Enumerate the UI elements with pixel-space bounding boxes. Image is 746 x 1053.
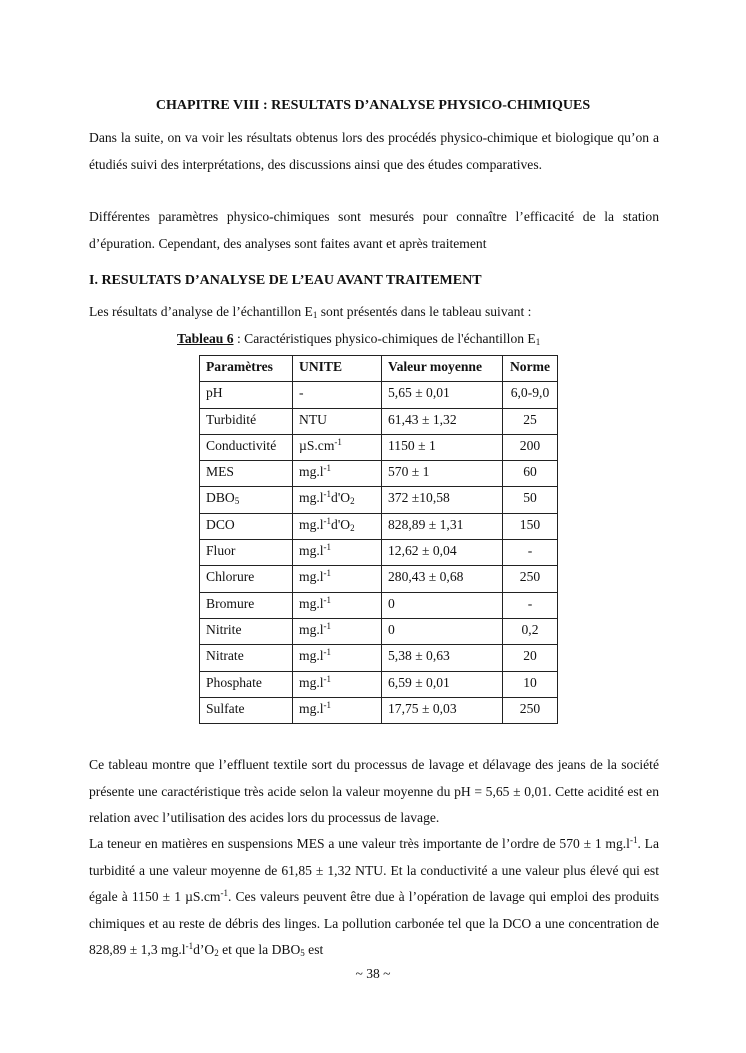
unit-sup: -1 — [323, 620, 332, 631]
table-row — [200, 513, 558, 539]
results-table — [199, 355, 558, 724]
param-cell — [200, 697, 293, 723]
norm-cell: 6,0-9,0 — [503, 382, 558, 408]
discussion-text-f: est — [304, 942, 324, 957]
unit-text: mg.l — [299, 621, 324, 637]
value-cell: 570 ± 1 — [382, 461, 503, 487]
param-cell — [200, 540, 293, 566]
table-row — [200, 540, 558, 566]
header-unite: UNITE — [293, 356, 382, 382]
unit-text: mg.l — [299, 595, 324, 611]
unit-cell — [293, 461, 382, 487]
section-lead-text-end: sont présentés dans le tableau suivant : — [317, 304, 532, 319]
discussion-sup-2: -1 — [220, 888, 228, 898]
param-name: DBO — [206, 490, 235, 506]
param-name: Nitrate — [206, 648, 244, 664]
unit-sup: -1 — [323, 594, 332, 605]
page-number: ~ 38 ~ — [355, 966, 391, 981]
table-caption-label: Tableau 6 — [177, 331, 234, 346]
unit-text: µS.cm — [299, 437, 335, 453]
param-cell — [200, 618, 293, 644]
unit-sup: -1 — [334, 436, 342, 447]
unit-cell — [293, 592, 382, 618]
unit-sup: -1 — [323, 515, 332, 526]
unit-suffix: d'O — [331, 516, 351, 532]
chapter-title: CHAPITRE VIII : RESULTATS D’ANALYSE PHYSICO-CHIMIQUES — [155, 98, 591, 113]
param-name: Chlorure — [206, 569, 255, 585]
param-name: MES — [206, 464, 234, 480]
param-name: DCO — [206, 516, 235, 532]
norm-cell: - — [503, 540, 558, 566]
norm-cell: - — [503, 592, 558, 618]
section-lead-sub: 1 — [312, 310, 318, 320]
norm-cell: 10 — [503, 671, 558, 697]
unit-cell — [293, 671, 382, 697]
param-name: pH — [206, 385, 223, 401]
unit-sup: -1 — [323, 568, 332, 579]
value-cell: 372 ±10,58 — [382, 487, 503, 513]
norm-cell: 150 — [503, 513, 558, 539]
norm-cell: 60 — [503, 461, 558, 487]
param-name: Nitrite — [206, 621, 242, 637]
unit-text: mg.l — [299, 674, 324, 690]
unit-sup: -1 — [323, 673, 332, 684]
unit-text: mg.l — [299, 569, 324, 585]
section-lead — [89, 299, 659, 326]
norm-cell: 200 — [503, 434, 558, 460]
unit-text: mg.l — [299, 464, 324, 480]
unit-sub: 2 — [350, 522, 355, 533]
param-name: Sulfate — [206, 700, 245, 716]
param-sub: 5 — [234, 496, 240, 507]
intro-paragraph-2: Différentes paramètres physico-chimiques sont mesurés pour connaître l’efficacité de la station d’épuration. Cependant, des analyses sont faites avant et après traitement — [89, 209, 659, 251]
param-cell — [200, 566, 293, 592]
norm-cell: 0,2 — [503, 618, 558, 644]
param-cell — [200, 382, 293, 408]
param-cell — [200, 671, 293, 697]
param-cell — [200, 592, 293, 618]
param-name: Turbidité — [206, 411, 257, 427]
discussion-text-a: La teneur en matières en suspensions MES a une valeur très importante de l’ordre de 570 ± 1 mg.l — [89, 836, 630, 851]
value-cell: 280,43 ± 0,68 — [382, 566, 503, 592]
value-cell: 17,75 ± 0,03 — [382, 697, 503, 723]
value-cell: 0 — [382, 592, 503, 618]
table-row — [200, 645, 558, 671]
value-cell: 61,43 ± 1,32 — [382, 408, 503, 434]
value-cell: 1150 ± 1 — [382, 434, 503, 460]
table-caption-separator: : — [233, 331, 245, 346]
unit-text: mg.l — [299, 648, 324, 664]
unit-sup: -1 — [323, 647, 332, 658]
unit-text: mg.l — [299, 700, 324, 716]
table-caption-text: Caractéristiques physico-chimiques de l'échantillon E — [244, 331, 536, 346]
unit-text: mg.l — [299, 543, 324, 559]
table-row — [200, 461, 558, 487]
table-caption — [177, 331, 540, 347]
discussion-paragraph-1: Ce tableau montre que l’effluent textile sort du processus de lavage et délavage des jeans de la société présente une caractéristique très acide selon la valeur moyenne du pH = 5,65 ± 0,01. Cette acidité est en relation avec l’utilisation des acides lors du processus de lavage. — [89, 757, 659, 825]
unit-text: mg.l — [299, 516, 324, 532]
table-row — [200, 408, 558, 434]
unit-cell — [293, 513, 382, 539]
discussion-sup-3: -1 — [185, 941, 194, 951]
param-cell — [200, 487, 293, 513]
value-cell: 6,59 ± 0,01 — [382, 671, 503, 697]
param-cell — [200, 434, 293, 460]
discussion-text-e: et que la DBO — [218, 942, 301, 957]
discussion-text-d: d’O — [193, 942, 215, 957]
section-lead-text: Les résultats d’analyse de l’échantillon E — [89, 304, 313, 319]
discussion-sup-1: -1 — [629, 835, 638, 845]
unit-suffix: d'O — [331, 490, 351, 506]
unit-cell — [293, 618, 382, 644]
value-cell: 0 — [382, 618, 503, 644]
unit-sup: -1 — [323, 489, 332, 500]
header-norme: Norme — [503, 356, 558, 382]
discussion-sub-2: 5 — [300, 948, 305, 958]
table-row — [200, 697, 558, 723]
header-valeur-moyenne: Valeur moyenne — [382, 356, 503, 382]
unit-cell — [293, 540, 382, 566]
table-row — [200, 434, 558, 460]
table-row — [200, 566, 558, 592]
param-name: Phosphate — [206, 674, 262, 690]
discussion-paragraph-2 — [89, 831, 659, 964]
discussion-sub-1: 2 — [214, 948, 219, 958]
table-row — [200, 487, 558, 513]
norm-cell: 20 — [503, 645, 558, 671]
unit-cell — [293, 408, 382, 434]
param-name: Bromure — [206, 595, 255, 611]
value-cell: 5,38 ± 0,63 — [382, 645, 503, 671]
unit-text: NTU — [299, 411, 327, 427]
table-row — [200, 618, 558, 644]
unit-sup: -1 — [323, 463, 332, 474]
unit-cell — [293, 566, 382, 592]
param-cell — [200, 461, 293, 487]
param-name: Fluor — [206, 543, 236, 559]
unit-cell — [293, 697, 382, 723]
table-header-row — [200, 356, 558, 382]
unit-cell — [293, 487, 382, 513]
header-parametres: Paramètres — [200, 356, 293, 382]
value-cell: 5,65 ± 0,01 — [382, 382, 503, 408]
unit-cell — [293, 645, 382, 671]
discussion-text-c: . Ces valeurs peuvent être due à l’opération de lavage qui emploi des produits chimiques et au reste de débris des linges. La pollution carbonée tel que la DCO a une concentration de 828,89 ± 1,3 mg.l — [89, 889, 660, 957]
table-row — [200, 671, 558, 697]
table-caption-sub: 1 — [535, 337, 541, 347]
table-row — [200, 592, 558, 618]
norm-cell: 250 — [503, 566, 558, 592]
norm-cell: 250 — [503, 697, 558, 723]
unit-text: mg.l — [299, 490, 324, 506]
unit-text: - — [299, 385, 304, 401]
unit-sub: 2 — [350, 496, 355, 507]
param-cell — [200, 408, 293, 434]
unit-cell — [293, 434, 382, 460]
param-name: Conductivité — [206, 437, 277, 453]
value-cell: 12,62 ± 0,04 — [382, 540, 503, 566]
unit-cell — [293, 382, 382, 408]
norm-cell: 50 — [503, 487, 558, 513]
intro-paragraph-1: Dans la suite, on va voir les résultats obtenus lors des procédés physico-chimique et biologique qu’on a étudiés suivi des interprétations, des discussions ainsi que des études comparatives. — [89, 130, 659, 172]
unit-sup: -1 — [323, 542, 332, 553]
unit-sup: -1 — [323, 699, 332, 710]
section-title: I. RESULTATS D’ANALYSE DE L’EAU AVANT TRAITEMENT — [89, 273, 482, 288]
value-cell: 828,89 ± 1,31 — [382, 513, 503, 539]
param-cell — [200, 513, 293, 539]
table-row — [200, 382, 558, 408]
param-cell — [200, 645, 293, 671]
norm-cell: 25 — [503, 408, 558, 434]
discussion-text-b: . La turbidité a une valeur moyenne de 61,85 ± 1,32 NTU. Et la conductivité a une valeur plus élevé qui est égale à 1150 ± 1 µS.cm — [89, 836, 659, 904]
